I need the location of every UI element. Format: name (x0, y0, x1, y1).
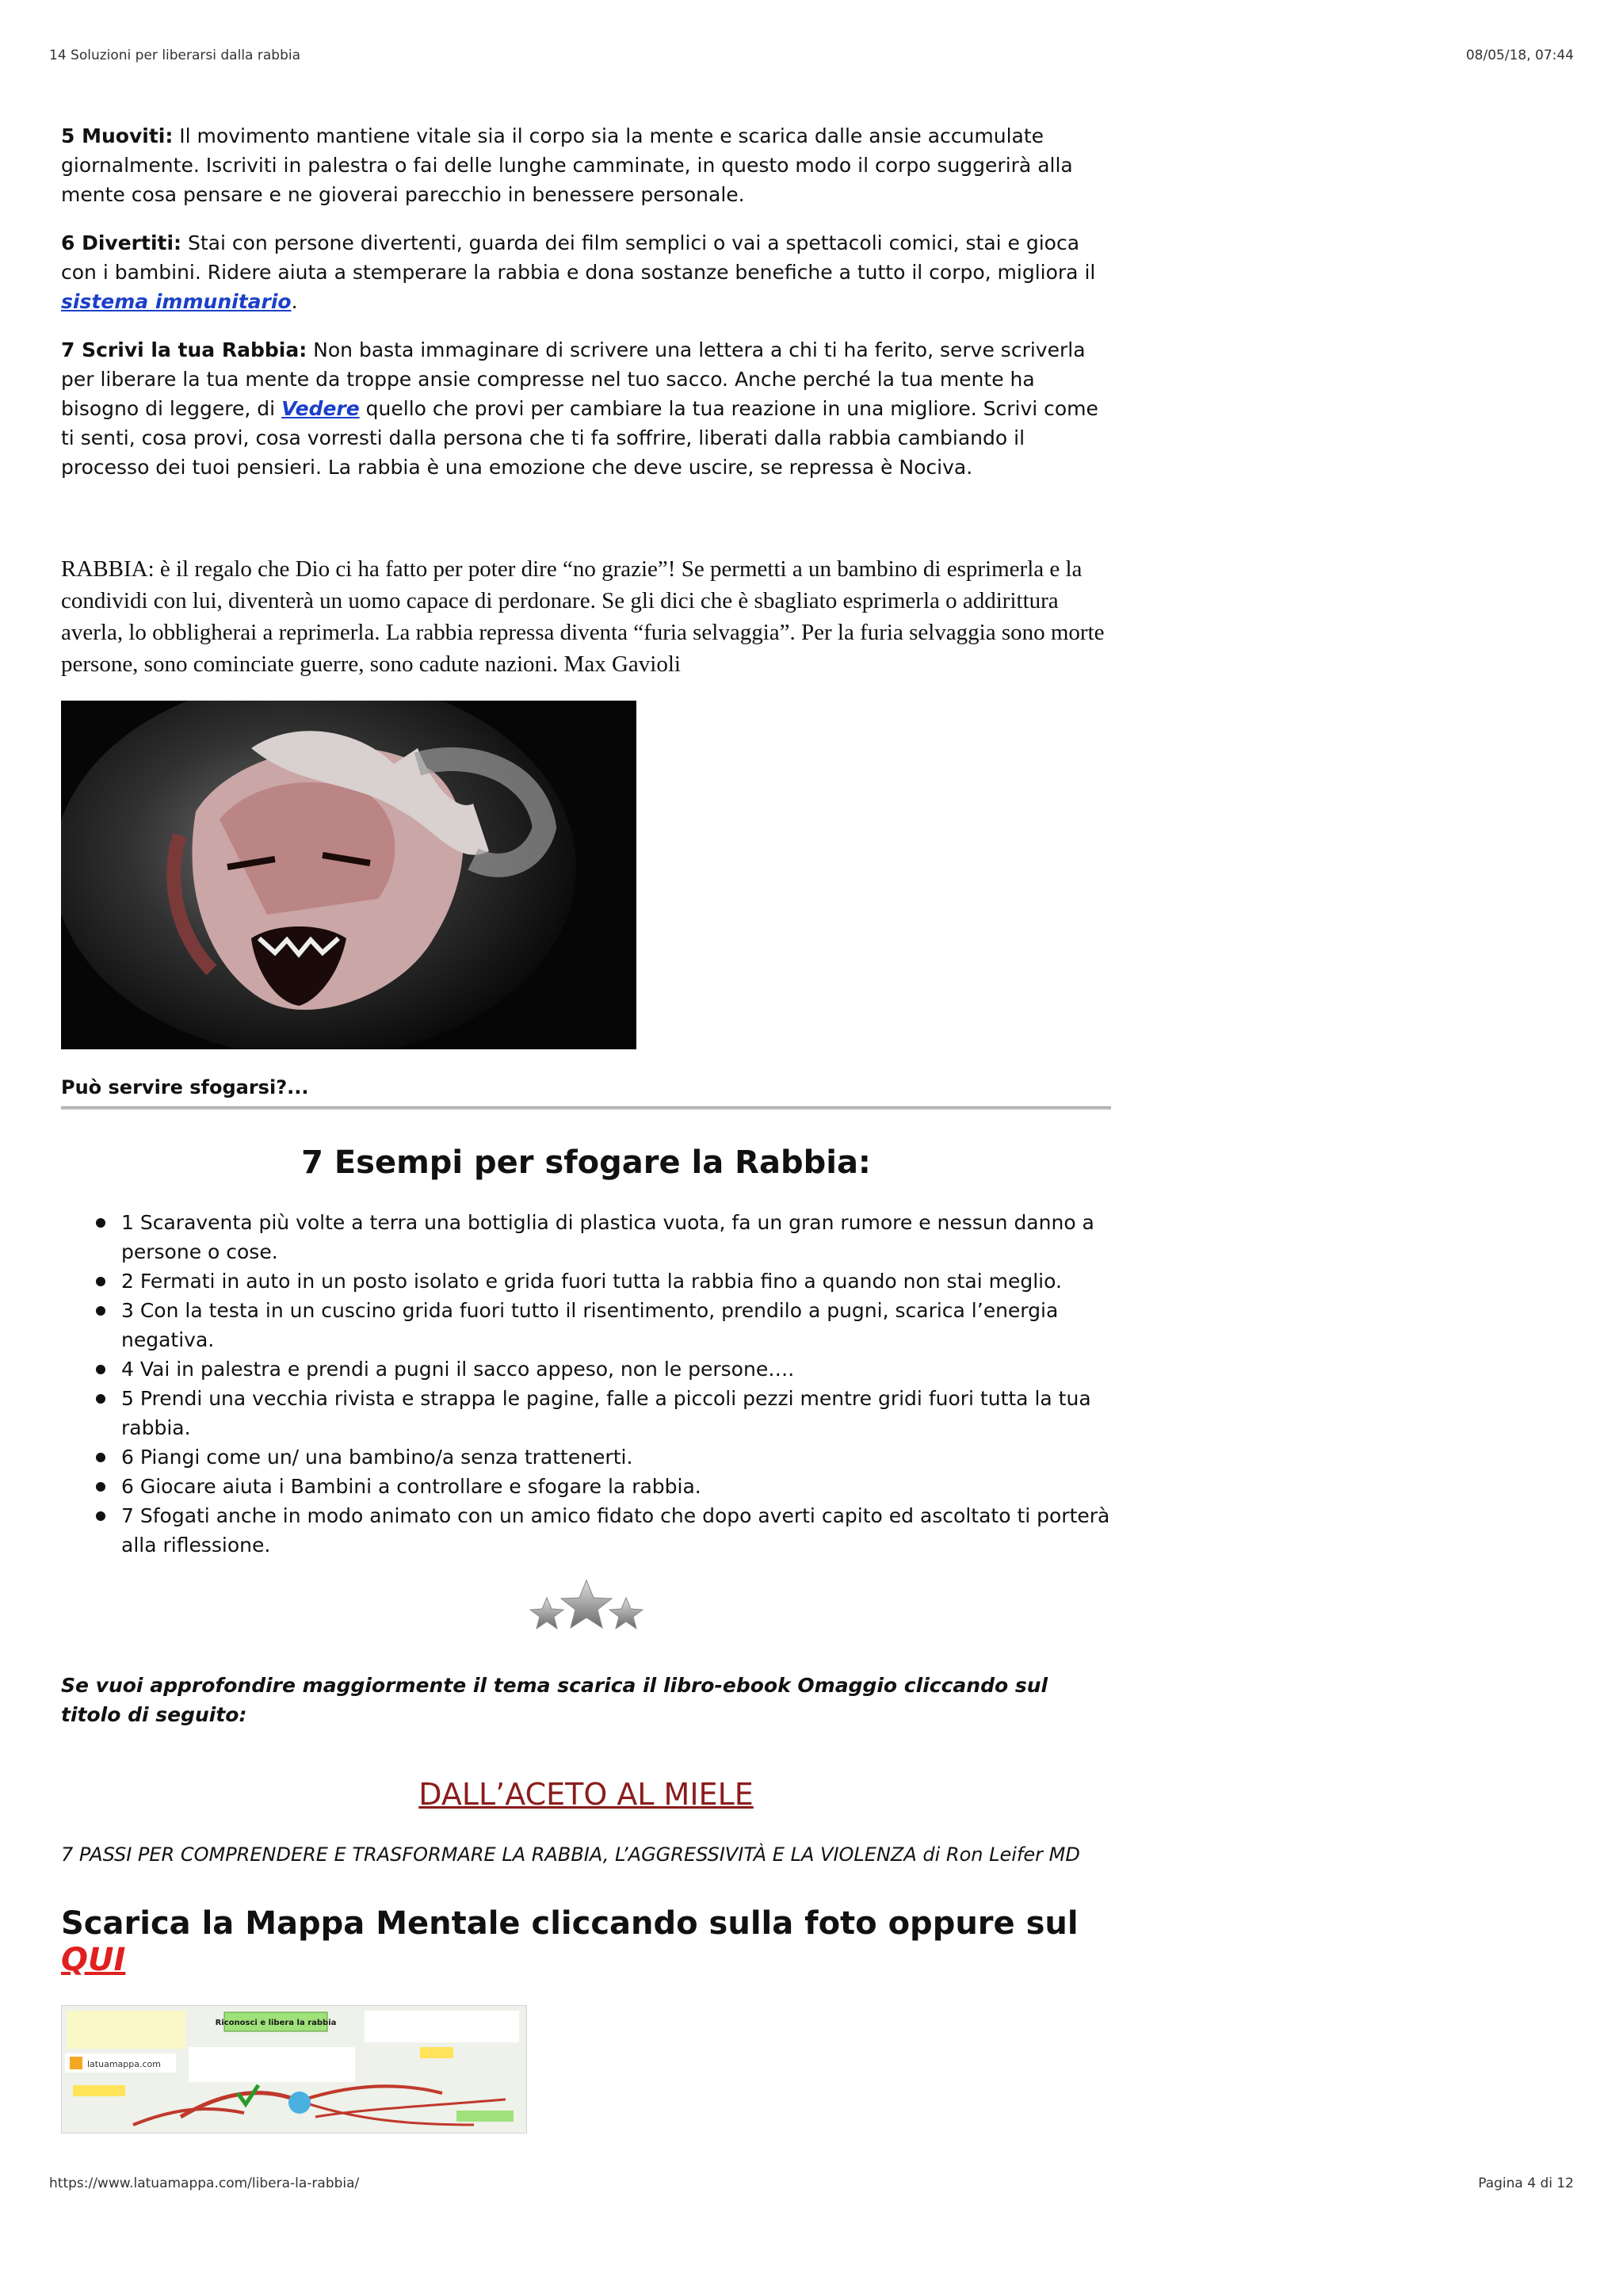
list-item: 4 Vai in palestra e prendi a pugni il sacco appeso, non le persone…. (93, 1354, 1111, 1384)
point-5-text: Il movimento mantiene vitale sia il corpo sia la mente e scarica dalle ansie accumulate giornalmente. Iscriviti in palestra o fai delle lunghe camminate, in questo modo il corpo suggerirà alla mente cosa pensare e ne gioverai parecchio in benessere personale. (61, 124, 1073, 206)
print-footer-url: https://www.latuamappa.com/libera-la-rabbia/ (49, 2176, 360, 2191)
star-icon (523, 1576, 650, 1639)
list-item: 3 Con la testa in un cuscino grida fuori tutto il risentimento, prendilo a pugni, scarica l’energia negativa. (93, 1296, 1111, 1354)
print-footer-page: Pagina 4 di 12 (1478, 2176, 1574, 2191)
list-item: 5 Prendi una vecchia rivista e strappa le pagine, falle a piccoli pezzi mentre gridi fuori tutta la tua rabbia. (93, 1384, 1111, 1442)
three-stars-divider (61, 1576, 1111, 1639)
mindmap-heading-text: Scarica la Mappa Mentale cliccando sulla foto oppure sul (61, 1905, 1079, 1942)
ebook-link-wrapper (61, 1777, 1111, 1812)
print-header-datetime: 08/05/18, 07:44 (1465, 48, 1574, 63)
article-content (61, 121, 1111, 2134)
mindmap-title: Riconosci e libera la rabbia (215, 2019, 337, 2027)
point-7-text: Non basta immaginare di scrivere una lettera a chi ti ha ferito, serve scriverla per liberare la tua mente da troppe ansie compresse nel tuo sacco. Anche perché la tua mente ha bisogno di leggere, di (61, 338, 1086, 420)
point-7-text-end: quello che provi per cambiare la tua reazione in una migliore. Scrivi come ti senti, cosa provi, cosa vorresti dalla persona che ti fa soffrire, liberati dalla rabbia cambiando il processo dei tuoi pensieri. La rabbia è una emozione che deve uscire, se repressa è Nociva. (61, 397, 1098, 479)
point-6-text-end: . (291, 290, 298, 313)
mindmap-thumbnail[interactable] (61, 2005, 527, 2134)
list-item: 2 Fermati in auto in un posto isolato e grida fuori tutta la rabbia fino a quando non stai meglio. (93, 1266, 1111, 1296)
mindmap-heading (61, 1905, 1111, 1978)
rabbia-quote: RABBIA: è il regalo che Dio ci ha fatto per poter dire “no grazie”! Se permetti a un bambino di esprimerla e la condividi con lui, diventerà un uomo capace di perdonare. Se gli dici che è sbagliato esprimerla o addirittura averla, lo obbligherai a reprimerla. La rabbia repressa diventa “furia selvaggia”. Per la furia selvaggia sono morte persone, sono cominciate guerre, sono cadute nazioni. Max Gavioli (61, 556, 1105, 677)
point-7-label: 7 Scrivi la tua Rabbia: (61, 338, 307, 361)
angry-man-illustration (61, 701, 636, 1049)
examples-list (93, 1208, 1111, 1560)
print-header-title: 14 Soluzioni per liberarsi dalla rabbia (49, 48, 300, 63)
list-item: 6 Piangi come un/ una bambino/a senza trattenerti. (93, 1442, 1111, 1472)
list-item: 7 Sfogati anche in modo animato con un amico fidato che dopo averti capito ed ascoltato ti porterà alla riflessione. (93, 1501, 1111, 1560)
vedere-link[interactable]: Vedere (281, 397, 360, 420)
sistema-immunitario-link[interactable]: sistema immunitario (61, 290, 292, 313)
examples-title: 7 Esempi per sfogare la Rabbia: (301, 1144, 871, 1181)
point-7 (61, 335, 1111, 482)
ebook-intro: Se vuoi approfondire maggiormente il tema scarica il libro-ebook Omaggio cliccando sul titolo di seguito: (61, 1674, 1048, 1726)
mindmap-logo: latuamappa.com (87, 2059, 161, 2069)
list-item: 1 Scaraventa più volte a terra una bottiglia di plastica vuota, fa un gran rumore e nessun danno a persone o cose. (93, 1208, 1111, 1266)
point-5 (61, 121, 1111, 209)
angry-man-drawing (61, 701, 636, 1049)
qui-link[interactable]: QUI (61, 1942, 126, 1978)
section-divider (61, 1106, 1111, 1110)
point-6-label: 6 Divertiti: (61, 231, 182, 254)
image-caption: Può servire sfogarsi?... (61, 1076, 309, 1098)
point-6-text: Stai con persone divertenti, guarda dei film semplici o vai a spettacoli comici, stai e gioca con i bambini. Ridere aiuta a stemperare la rabbia e dona sostanze benefiche a tutto il corpo, migliora il (61, 231, 1096, 284)
list-item: 6 Giocare aiuta i Bambini a controllare e sfogare la rabbia. (93, 1472, 1111, 1501)
point-6 (61, 228, 1111, 316)
mindmap-drawing (62, 2006, 526, 2133)
ebook-subtitle: 7 PASSI PER COMPRENDERE E TRASFORMARE LA RABBIA, L’AGGRESSIVITÀ E LA VIOLENZA di Ron Leifer MD (61, 1843, 1080, 1866)
point-5-label: 5 Muoviti: (61, 124, 174, 147)
ebook-link[interactable]: DALL’ACETO AL MIELE (418, 1777, 754, 1812)
